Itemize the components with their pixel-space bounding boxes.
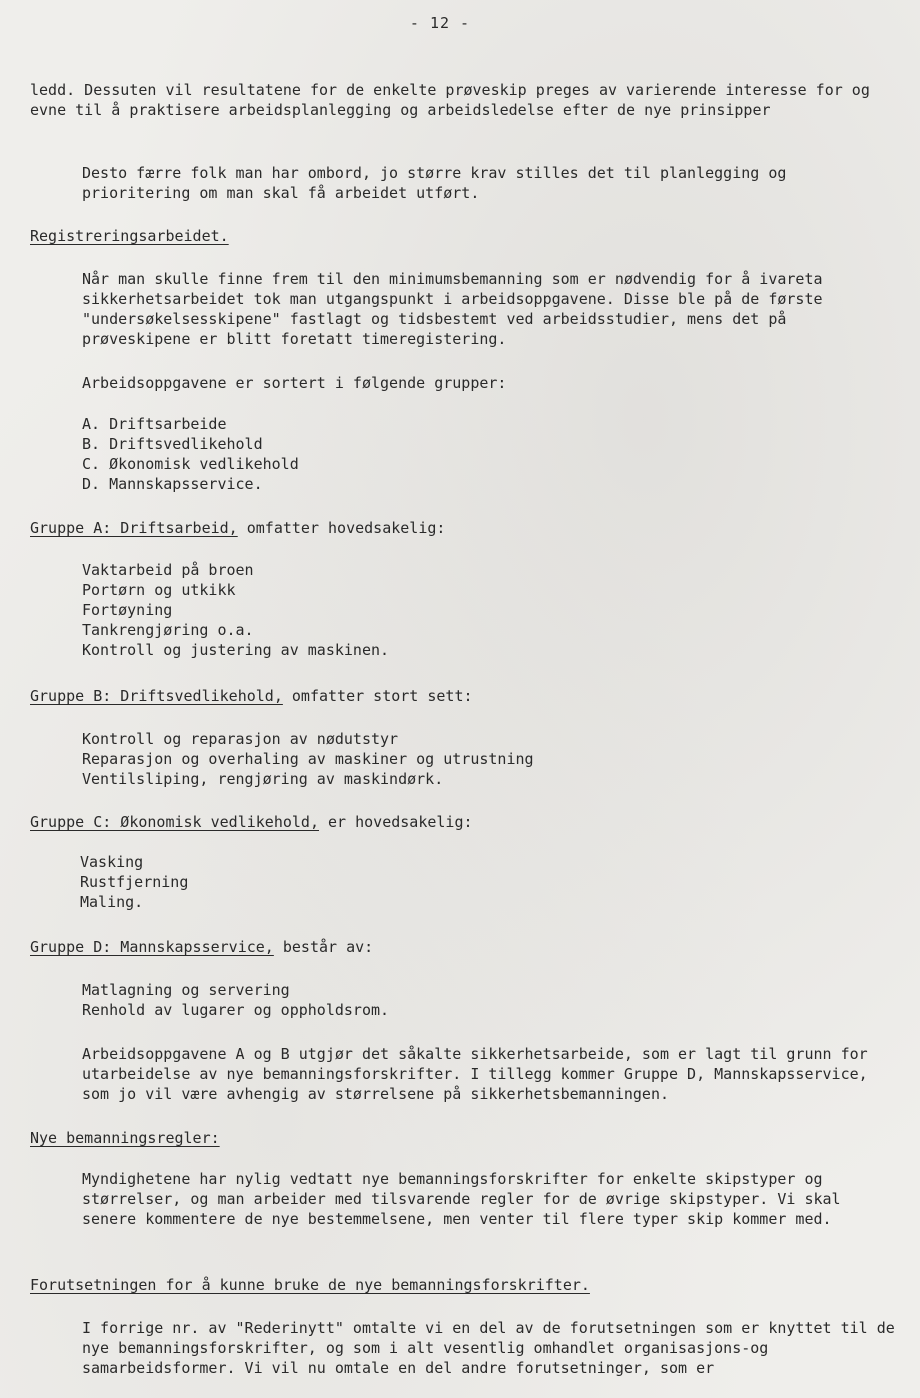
paragraph-registrering: Når man skulle finne frem til den minimumsbemanning som er nødvendig for å ivareta sikkerhetsarbeidet tok man utgangspunkt i arbeidsoppgavene. Disse ble på de første "undersøkelsesskipene" fastlagt og tidsbestemt ved arbeidsstudier, mens det på prøveskipene er blitt foretatt timeregistering. [82,270,823,348]
heading-registrering: Registreringsarbeidet. [30,227,229,245]
paragraph-nye-regler: Myndighetene har nylig vedtatt nye bemanningsforskrifter for enkelte skipstyper og størrelser, og man arbeider med tilsvarende regler for de øvrige skipstyper. Vi skal senere kommentere de nye bestemmelsene, men venter til flere typer skip kommer med. [82,1170,841,1228]
heading-forutsetning: Forutsetningen for å kunne bruke de nye bemanningsforskrifter. [30,1276,590,1294]
group-a-list [30,560,920,660]
group-d-list [30,980,920,1020]
group-c-title: Gruppe C: Økonomisk vedlikehold, [30,813,319,831]
paragraph-crew: Desto færre folk man har ombord, jo større krav stilles det til planlegging og prioritering om man skal få arbeidet utført. [82,164,787,202]
page-number: - 12 - [409,14,471,32]
heading-group-d [30,937,895,957]
list-item: Kontroll og reparasjon av nødutstyr [82,730,399,748]
group-c-list [30,852,920,912]
group-a-title: Gruppe A: Driftsarbeid, [30,519,238,537]
list-item: Rustfjerning [80,873,189,891]
list-item: Renhold av lugarer og oppholdsrom. [82,1001,390,1019]
list-item: Vasking [80,853,144,871]
heading-group-c [30,812,895,832]
paragraph-forutsetning: I forrige nr. av "Rederinytt" omtalte vi en del av de forutsetningen som er knyttet til de nye bemanningsforskrifter, og som i alt vesentlig omhandlet organisasjons-og samarbeidsformer. Vi vil nu omtale en del andre forutsetninger, som er [82,1319,895,1377]
group-b-desc: omfatter stort sett: [282,687,473,705]
group-d-desc: består av: [273,938,374,956]
list-item: Vaktarbeid på broen [82,561,254,579]
group-d-title: Gruppe D: Mannskapsservice, [30,938,274,956]
list-item: Reparasjon og overhaling av maskiner og utrustning [82,750,534,768]
list-item: Portørn og utkikk [82,581,236,599]
heading-nye-regler: Nye bemanningsregler: [30,1129,220,1147]
heading-group-a [30,518,895,538]
group-b-title: Gruppe B: Driftsvedlikehold, [30,687,283,705]
list-item: D. Mannskapsservice. [82,475,263,493]
list-item: C. Økonomisk vedlikehold [82,455,299,473]
group-a-desc: omfatter hovedsakelig: [237,519,446,537]
list-item: Maling. [80,893,144,911]
group-list [30,414,920,494]
paragraph-safety [30,1044,895,1104]
list-item: Tankrengjøring o.a. [82,621,254,639]
paragraph-intro: ledd. Dessuten vil resultatene for de enkelte prøveskip preges av varierende interesse for og evne til å praktisere arbeidsplanlegging og arbeidsledelse efter de nye prinsipper [30,81,870,119]
paragraph-safety-text: Arbeidsoppgavene A og B utgjør det såkalte sikkerhetsarbeide, som er lagt til grunn for utarbeidelse av nye bemanningsforskrifter. I tillegg kommer Gruppe D, Mannskapsservice, som jo vil være avhengig av størrelsene på sikkerhetsbemanningen. [82,1045,868,1103]
list-item: A. Driftsarbeide [82,415,227,433]
heading-group-b [30,686,895,706]
list-item: Matlagning og servering [82,981,290,999]
list-item: B. Driftsvedlikehold [82,435,263,453]
list-item: Ventilsliping, rengjøring av maskindørk. [82,770,444,788]
list-item: Fortøyning [82,601,173,619]
list-item: Kontroll og justering av maskinen. [82,641,390,659]
paragraph-groups-intro: Arbeidsoppgavene er sortert i følgende grupper: [82,374,507,392]
group-b-list [30,729,920,789]
group-c-desc: er hovedsakelig: [318,813,473,831]
